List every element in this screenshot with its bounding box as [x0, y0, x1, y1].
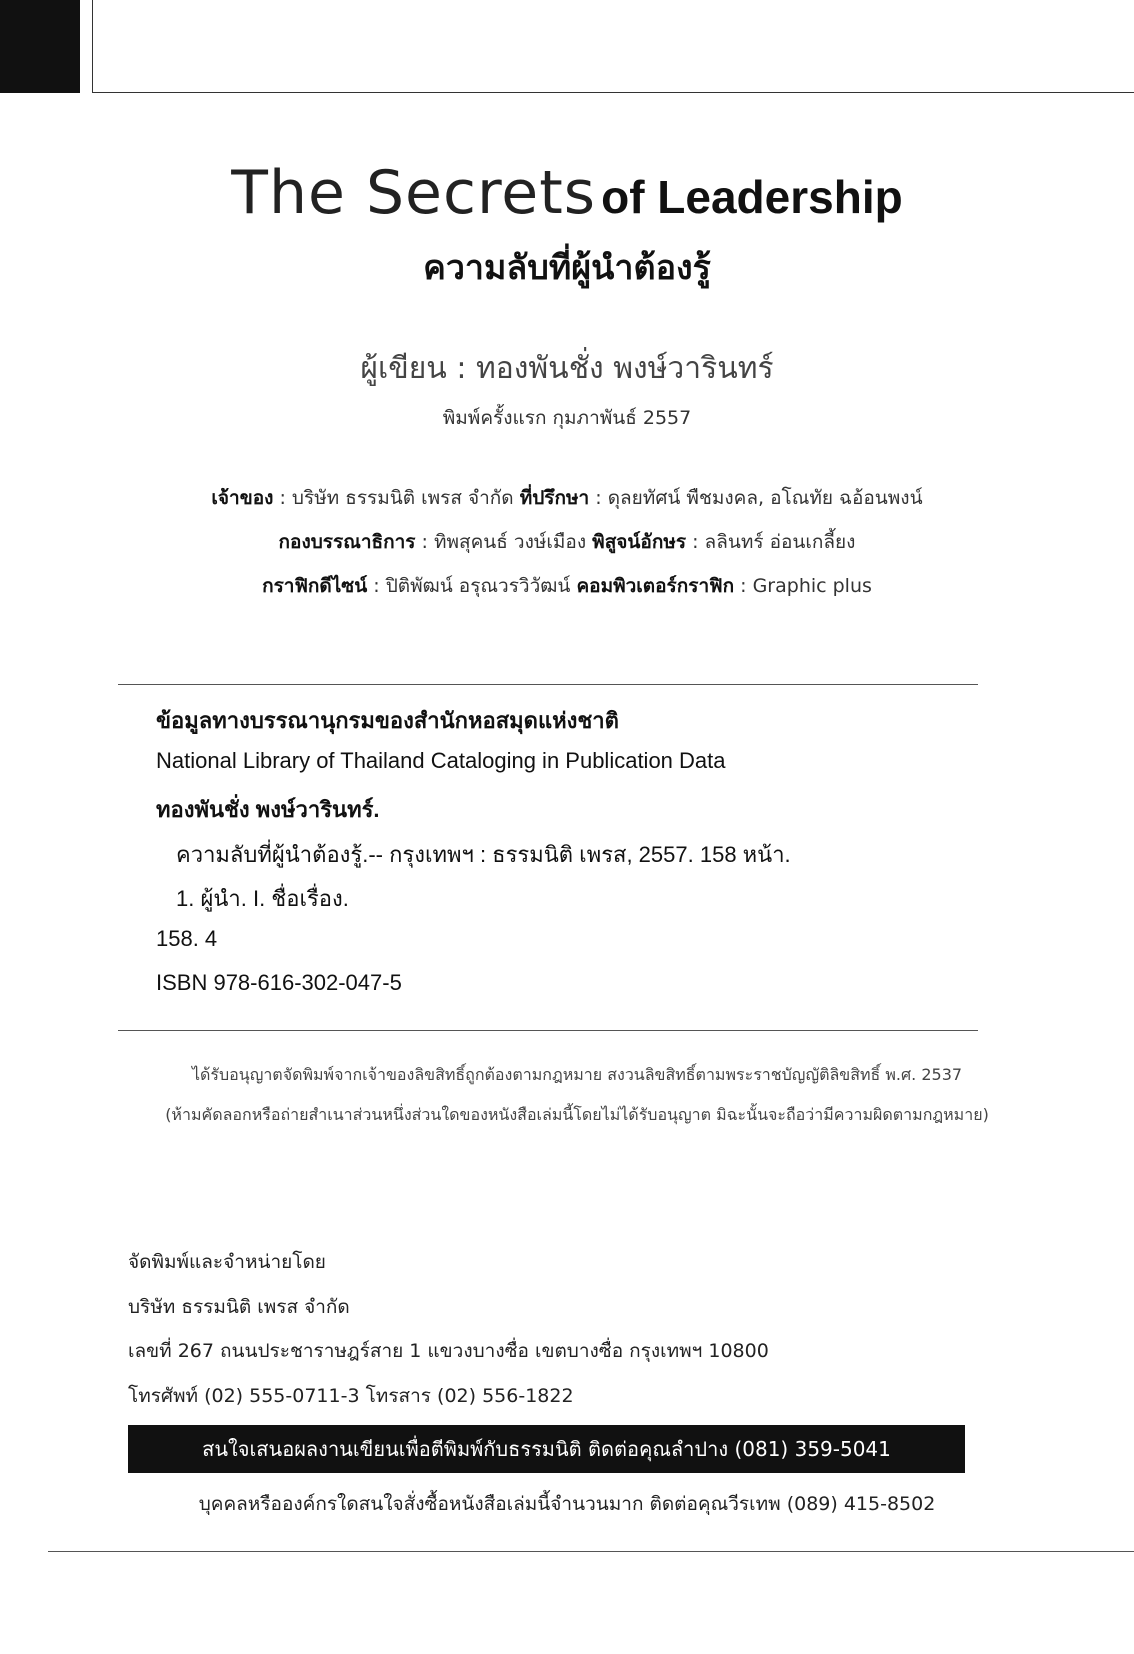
book-title-thai: ความลับที่ผู้นำต้องรู้ — [423, 248, 711, 288]
cip-class-number: 158. 4 — [156, 926, 218, 951]
footer-rule — [48, 1551, 1134, 1552]
cg-value: : Graphic plus — [740, 575, 872, 597]
editor-value: : ทิพสุคนธ์ วงษ์เมือง — [421, 531, 587, 553]
bulk-order-line: บุคคลหรือองค์กรใดสนใจสั่งซื้อหนังสือเล่มนี้จำนวนมาก ติดต่อคุณวีรเทพ (089) 415-8502 — [198, 1493, 936, 1515]
book-title-bold: of Leadership — [601, 171, 903, 223]
book-title — [0, 158, 1134, 228]
copyright-notice: ได้รับอนุญาตจัดพิมพ์จากเจ้าของลิขสิทธิ์ถูกต้องตามกฎหมาย สงวนลิขสิทธิ์ตามพระราชบัญญัติลิขสิทธิ์ พ.ศ. 2537 — [191, 1065, 963, 1084]
author-line: ผู้เขียน : ทองพันชั่ง พงษ์วารินทร์ — [360, 351, 774, 386]
cip-heading: ข้อมูลทางบรรณานุกรมของสำนักหอสมุดแห่งชาติ — [156, 708, 619, 733]
cip-top-rule — [118, 684, 978, 685]
book-title-light: The Secrets — [231, 158, 596, 228]
publisher-phone: โทรศัพท์ (02) 555-0711-3 โทรสาร (02) 556-1822 — [128, 1385, 574, 1407]
credit-line-design — [0, 571, 1134, 601]
credit-line-editor — [0, 527, 1134, 557]
cip-title-line: ความลับที่ผู้นำต้องรู้.-- กรุงเทพฯ : ธรรมนิติ เพรส, 2557. 158 หน้า. — [176, 842, 791, 867]
submission-banner: สนใจเสนอผลงานเขียนเพื่อตีพิมพ์กับธรรมนิติ ติดต่อคุณลำปาง (081) 359-5041 — [128, 1425, 965, 1473]
cip-bottom-rule — [118, 1030, 978, 1031]
cip-subject: 1. ผู้นำ. I. ชื่อเรื่อง. — [176, 886, 349, 911]
cip-isbn: ISBN 978-616-302-047-5 — [156, 970, 402, 995]
header-divider — [92, 92, 1134, 93]
owner-label: เจ้าของ — [211, 487, 274, 509]
editor-label: กองบรรณาธิการ — [278, 531, 416, 553]
credit-line-owner — [0, 483, 1134, 513]
copyright-warning: (ห้ามคัดลอกหรือถ่ายสำเนาส่วนหนึ่งส่วนใดของหนังสือเล่มนี้โดยไม่ได้รับอนุญาต มิฉะนั้นจะถือว่ามีความผิดตามกฎหมาย) — [165, 1105, 989, 1124]
advisor-value: : ดุลยทัศน์ พืชมงคล, อโณทัย ฉอ้อนพงน์ — [595, 487, 923, 509]
header-divider-vertical — [92, 0, 93, 93]
corner-block — [0, 0, 80, 93]
proof-value: : ลลินทร์ อ่อนเกลี้ยง — [692, 531, 856, 553]
design-label: กราฟิกดีไซน์ — [262, 575, 368, 597]
edition-line: พิมพ์ครั้งแรก กุมภาพันธ์ 2557 — [442, 407, 692, 429]
publisher-address: เลขที่ 267 ถนนประชาราษฎร์สาย 1 แขวงบางซื่อ เขตบางซื่อ กรุงเทพฯ 10800 — [128, 1340, 769, 1362]
advisor-label: ที่ปรึกษา — [519, 487, 590, 509]
proof-label: พิสูจน์อักษร — [592, 531, 687, 553]
publisher-name: บริษัท ธรรมนิติ เพรส จำกัด — [128, 1296, 350, 1318]
cg-label: คอมพิวเตอร์กราฟิก — [576, 575, 735, 597]
design-value: : ปิติพัฒน์ อรุณวรวิวัฒน์ — [373, 575, 571, 597]
cip-english-heading: National Library of Thailand Cataloging in Publication Data — [156, 748, 726, 773]
cip-author: ทองพันชั่ง พงษ์วารินทร์. — [156, 797, 380, 822]
publisher-heading: จัดพิมพ์และจำหน่ายโดย — [128, 1251, 326, 1273]
owner-value: : บริษัท ธรรมนิติ เพรส จำกัด — [279, 487, 514, 509]
